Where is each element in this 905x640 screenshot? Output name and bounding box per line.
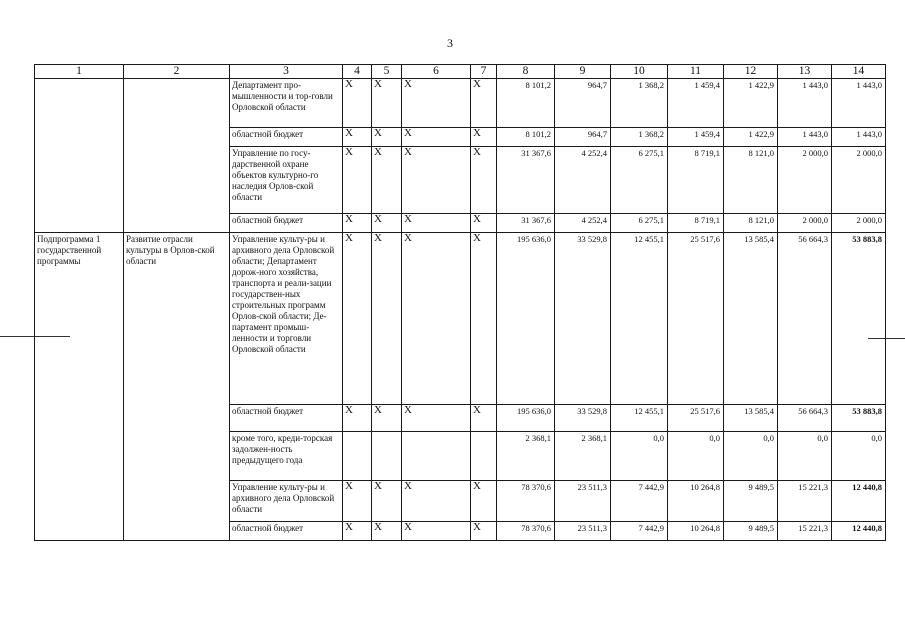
x-mark-cell: X [402,522,471,541]
subprogram-name: Развитие отрасли культуры в Орлов-ской области [124,233,230,541]
header-cell: 1 [35,65,124,79]
header-cell: 13 [778,65,832,79]
value-cell: 10 264,8 [668,481,724,522]
value-cell: 25 517,6 [668,405,724,432]
value-cell: 8 101,2 [497,128,555,147]
cell-col-2 [124,79,230,233]
value-cell: 78 370,6 [497,481,555,522]
value-cell: 0,0 [668,432,724,481]
subprogram-label: Подпрограмма 1 государственной программы [35,233,124,541]
value-cell: 10 264,8 [668,522,724,541]
value-cell: 2 000,0 [832,214,886,233]
value-cell: 31 367,6 [497,214,555,233]
x-mark-cell: X [372,147,402,214]
x-mark-cell: X [471,522,497,541]
value-cell: 964,7 [555,128,611,147]
value-cell: 1 368,2 [611,128,668,147]
value-cell: 56 664,3 [778,233,832,405]
x-mark-cell [402,432,471,481]
x-mark-cell: X [402,128,471,147]
x-mark-cell: X [343,481,372,522]
header-cell: 9 [555,65,611,79]
value-cell: 0,0 [724,432,778,481]
value-cell: 31 367,6 [497,147,555,214]
x-mark-cell [343,432,372,481]
value-cell: 15 221,3 [778,522,832,541]
value-cell: 56 664,3 [778,405,832,432]
value-cell: 12 440,8 [832,522,886,541]
x-mark-cell: X [471,233,497,405]
value-cell: 1 443,0 [778,79,832,128]
value-cell: 78 370,6 [497,522,555,541]
value-cell: 195 636,0 [497,233,555,405]
value-cell: 1 422,9 [724,79,778,128]
value-cell: 2 368,1 [497,432,555,481]
executor-cell: кроме того, креди-торская задолжен-ность предыдущего года [230,432,343,481]
x-mark-cell: X [471,405,497,432]
value-cell: 8 719,1 [668,214,724,233]
value-cell: 2 368,1 [555,432,611,481]
page-number: 3 [447,36,453,50]
value-cell: 8 101,2 [497,79,555,128]
x-mark-cell [372,432,402,481]
value-cell: 53 883,8 [832,405,886,432]
value-cell: 4 252,4 [555,214,611,233]
x-mark-cell: X [372,481,402,522]
value-cell: 1 459,4 [668,128,724,147]
x-mark-cell: X [343,214,372,233]
budget-table [34,64,886,541]
value-cell: 23 511,3 [555,522,611,541]
executor-cell: Департамент про-мышленности и тор-говли Орловской области [230,79,343,128]
value-cell: 9 489,5 [724,522,778,541]
cell-col-1 [35,79,124,233]
value-cell: 15 221,3 [778,481,832,522]
x-mark-cell: X [372,79,402,128]
value-cell: 1 443,0 [778,128,832,147]
x-mark-cell: X [372,405,402,432]
header-cell: 14 [832,65,886,79]
x-mark-cell: X [372,214,402,233]
x-mark-cell: X [402,405,471,432]
x-mark-cell: X [343,147,372,214]
executor-cell: областной бюджет [230,522,343,541]
value-cell: 25 517,6 [668,233,724,405]
value-cell: 2 000,0 [832,147,886,214]
table-row [35,233,886,405]
value-cell: 1 459,4 [668,79,724,128]
executor-cell: Управление по госу-дарственной охране объектов культурно-го наследия Орлов-ской области [230,147,343,214]
value-cell: 9 489,5 [724,481,778,522]
value-cell: 13 585,4 [724,405,778,432]
x-mark-cell: X [471,147,497,214]
value-cell: 0,0 [832,432,886,481]
value-cell: 33 529,8 [555,233,611,405]
header-cell: 3 [230,65,343,79]
value-cell: 53 883,8 [832,233,886,405]
value-cell: 8 719,1 [668,147,724,214]
x-mark-cell: X [372,233,402,405]
header-cell: 10 [611,65,668,79]
x-mark-cell: X [343,522,372,541]
executor-cell: областной бюджет [230,405,343,432]
x-mark-cell: X [343,128,372,147]
value-cell: 1 368,2 [611,79,668,128]
executor-cell: Управление культу-ры и архивного дела Орловской области [230,481,343,522]
value-cell: 6 275,1 [611,147,668,214]
x-mark-cell [471,432,497,481]
x-mark-cell: X [402,147,471,214]
value-cell: 7 442,9 [611,522,668,541]
value-cell: 7 442,9 [611,481,668,522]
value-cell: 6 275,1 [611,214,668,233]
x-mark-cell: X [343,405,372,432]
x-mark-cell: X [343,79,372,128]
x-mark-cell: X [402,481,471,522]
x-mark-cell: X [372,128,402,147]
x-mark-cell: X [343,233,372,405]
header-cell: 6 [402,65,471,79]
value-cell: 12 440,8 [832,481,886,522]
header-cell: 7 [471,65,497,79]
value-cell: 12 455,1 [611,405,668,432]
value-cell: 4 252,4 [555,147,611,214]
value-cell: 2 000,0 [778,214,832,233]
value-cell: 2 000,0 [778,147,832,214]
executor-cell: Управление культу-ры и архивного дела Орловской области; Департамент дорож-ного хозяйства, транспорта и реали-зации государствен-ных строительных программ Орлов-ской области; Де-партамент промыш-ленности и торговли Орловской области [230,233,343,405]
x-mark-cell: X [471,214,497,233]
x-mark-cell: X [471,79,497,128]
value-cell: 195 636,0 [497,405,555,432]
table-row [35,79,886,128]
x-mark-cell: X [471,128,497,147]
header-cell: 12 [724,65,778,79]
x-mark-cell: X [471,481,497,522]
header-row [35,65,886,79]
header-cell: 11 [668,65,724,79]
x-mark-cell: X [372,522,402,541]
value-cell: 23 511,3 [555,481,611,522]
value-cell: 8 121,0 [724,147,778,214]
header-cell: 2 [124,65,230,79]
executor-cell: областной бюджет [230,128,343,147]
x-mark-cell: X [402,79,471,128]
header-cell: 5 [372,65,402,79]
value-cell: 12 455,1 [611,233,668,405]
header-cell: 8 [497,65,555,79]
value-cell: 1 443,0 [832,79,886,128]
executor-cell: областной бюджет [230,214,343,233]
value-cell: 13 585,4 [724,233,778,405]
value-cell: 0,0 [611,432,668,481]
value-cell: 1 422,9 [724,128,778,147]
value-cell: 33 529,8 [555,405,611,432]
value-cell: 1 443,0 [832,128,886,147]
x-mark-cell: X [402,214,471,233]
value-cell: 8 121,0 [724,214,778,233]
x-mark-cell: X [402,233,471,405]
header-cell: 4 [343,65,372,79]
value-cell: 0,0 [778,432,832,481]
value-cell: 964,7 [555,79,611,128]
